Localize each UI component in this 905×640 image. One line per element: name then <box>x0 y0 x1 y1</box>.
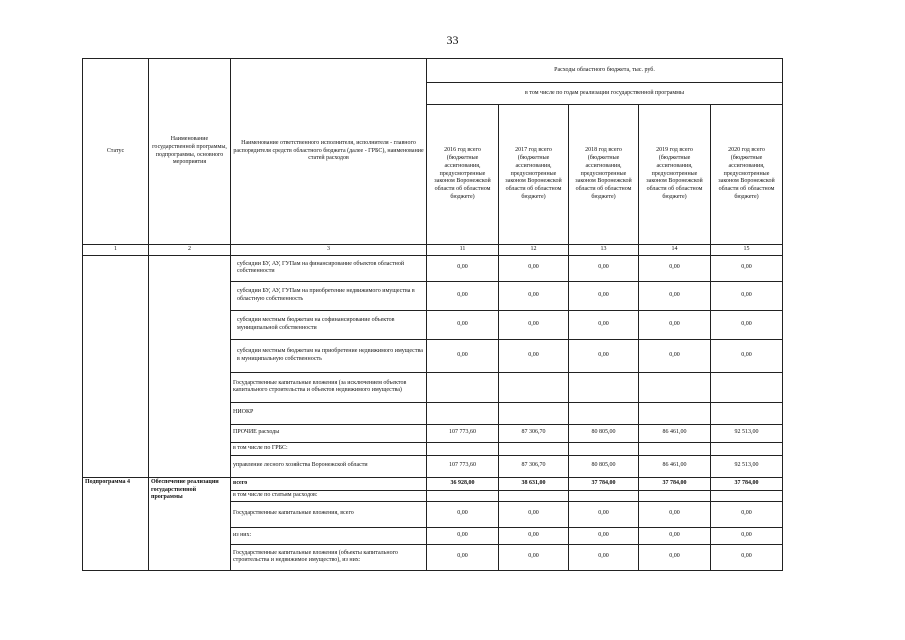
value-cell: 0,00 <box>499 339 569 372</box>
value-cell: 0,00 <box>427 501 499 527</box>
value-cell <box>427 402 499 424</box>
value-cell: 0,00 <box>639 255 711 281</box>
value-cell: 0,00 <box>639 339 711 372</box>
header-year-2017: 2017 год всего (бюджетные ассигнования, предусмотренные законом Воронежской области об областном бюджете) <box>499 105 569 245</box>
col-number: 1 <box>83 245 149 256</box>
col-number: 2 <box>149 245 231 256</box>
value-cell <box>569 372 639 402</box>
value-cell: 0,00 <box>427 281 499 310</box>
value-cell: 0,00 <box>711 501 783 527</box>
value-cell: 87 306,70 <box>499 424 569 442</box>
column-number-row <box>83 245 783 256</box>
value-cell: 0,00 <box>711 339 783 372</box>
value-cell <box>569 402 639 424</box>
program-name-cell <box>149 255 231 477</box>
value-cell: 107 773,60 <box>427 455 499 477</box>
status-cell <box>83 255 149 477</box>
value-cell <box>499 442 569 455</box>
header-year-2018: 2018 год всего (бюджетные ассигнования, предусмотренные законом Воронежской области об областном бюджете) <box>569 105 639 245</box>
row-label: в том числе по ГРБС: <box>231 442 427 455</box>
value-cell: 0,00 <box>499 281 569 310</box>
value-cell: 0,00 <box>499 255 569 281</box>
row-label: в том числе по статьям расходов: <box>231 490 427 501</box>
col-number: 12 <box>499 245 569 256</box>
value-cell: 0,00 <box>711 255 783 281</box>
value-cell: 0,00 <box>427 339 499 372</box>
value-cell: 0,00 <box>711 310 783 339</box>
col-number: 3 <box>231 245 427 256</box>
header-year-2019: 2019 год всего (бюджетные ассигнования, предусмотренные законом Воронежской области об областном бюджете) <box>639 105 711 245</box>
value-cell: 80 805,00 <box>569 455 639 477</box>
value-cell <box>499 402 569 424</box>
table-row <box>83 477 783 490</box>
value-cell: 0,00 <box>711 527 783 544</box>
value-cell: 87 306,70 <box>499 455 569 477</box>
value-cell <box>499 490 569 501</box>
row-label: субсидии местным бюджетам на приобретение недвижимого имущества в муниципальную собственность <box>231 339 427 372</box>
value-cell: 0,00 <box>569 281 639 310</box>
value-cell: 0,00 <box>711 281 783 310</box>
header-year-2016: 2016 год всего (бюджетные ассигнования, предусмотренные законом Воронежской области об областном бюджете) <box>427 105 499 245</box>
value-cell: 0,00 <box>711 544 783 570</box>
value-cell: 0,00 <box>427 544 499 570</box>
value-cell: 0,00 <box>569 501 639 527</box>
header-status: Статус <box>83 59 149 245</box>
value-cell <box>427 442 499 455</box>
value-cell <box>639 402 711 424</box>
row-label: субсидии БУ, АУ, ГУПам на приобретение недвижимого имущества в областную собственность <box>231 281 427 310</box>
value-cell: 37 784,00 <box>639 477 711 490</box>
header-executor: Наименование ответственного исполнителя, исполнителя - главного распорядителя средств областного бюджета (далее - ГРБС), наименование статей расходов <box>231 59 427 245</box>
value-cell: 0,00 <box>569 339 639 372</box>
value-cell: 37 784,00 <box>569 477 639 490</box>
value-cell: 0,00 <box>499 310 569 339</box>
value-cell <box>427 372 499 402</box>
value-cell <box>711 490 783 501</box>
value-cell <box>711 442 783 455</box>
value-cell: 0,00 <box>569 310 639 339</box>
value-cell <box>639 372 711 402</box>
col-number: 14 <box>639 245 711 256</box>
row-label: субсидии местным бюджетам на софинансирование объектов муниципальной собственности <box>231 310 427 339</box>
row-label: Государственные капитальные вложения, всего <box>231 501 427 527</box>
value-cell: 0,00 <box>499 501 569 527</box>
value-cell <box>639 490 711 501</box>
header-budget-title: Расходы областного бюджета, тыс. руб. <box>427 59 783 83</box>
value-cell: 86 461,00 <box>639 424 711 442</box>
row-label: из них: <box>231 527 427 544</box>
col-number: 11 <box>427 245 499 256</box>
value-cell: 0,00 <box>499 527 569 544</box>
value-cell: 92 513,00 <box>711 424 783 442</box>
value-cell: 0,00 <box>499 544 569 570</box>
row-label: Государственные капитальные вложения (за исключением объектов капитального строительства и объектов недвижимого имущества) <box>231 372 427 402</box>
col-number: 15 <box>711 245 783 256</box>
row-label: Государственные капитальные вложения (объекты капитального строительства и недвижимое имущество), из них: <box>231 544 427 570</box>
value-cell: 0,00 <box>639 544 711 570</box>
value-cell: 0,00 <box>639 310 711 339</box>
value-cell: 38 631,00 <box>499 477 569 490</box>
subprogram-status: Подпрограмма 4 <box>83 477 149 570</box>
col-number: 13 <box>569 245 639 256</box>
value-cell: 92 513,00 <box>711 455 783 477</box>
row-label: НИОКР <box>231 402 427 424</box>
value-cell <box>639 442 711 455</box>
page-number: 33 <box>446 33 459 47</box>
value-cell: 0,00 <box>569 544 639 570</box>
row-label: субсидии БУ, АУ, ГУПам на финансирование объектов областной собственности <box>231 255 427 281</box>
value-cell: 0,00 <box>427 310 499 339</box>
value-cell <box>711 402 783 424</box>
value-cell: 36 928,00 <box>427 477 499 490</box>
value-cell <box>569 442 639 455</box>
row-label: управление лесного хозяйства Воронежской области <box>231 455 427 477</box>
value-cell: 37 784,00 <box>711 477 783 490</box>
value-cell: 86 461,00 <box>639 455 711 477</box>
value-cell: 0,00 <box>639 527 711 544</box>
table-row <box>83 255 783 281</box>
row-label: всего <box>231 477 427 490</box>
header-program-name: Наименование государственной программы, подпрограммы, основного мероприятия <box>149 59 231 245</box>
header-year-2020: 2020 год всего (бюджетные ассигнования, предусмотренные законом Воронежской области об областном бюджете) <box>711 105 783 245</box>
value-cell: 0,00 <box>427 255 499 281</box>
value-cell <box>427 490 499 501</box>
value-cell <box>569 490 639 501</box>
value-cell <box>711 372 783 402</box>
value-cell: 107 773,60 <box>427 424 499 442</box>
value-cell: 0,00 <box>569 527 639 544</box>
subprogram-name: Обеспечение реализации государственной программы <box>149 477 231 570</box>
budget-table <box>82 58 783 571</box>
header-by-years: в том числе по годам реализации государственной программы <box>427 83 783 105</box>
row-label: ПРОЧИЕ расходы <box>231 424 427 442</box>
value-cell: 0,00 <box>639 281 711 310</box>
value-cell: 0,00 <box>639 501 711 527</box>
value-cell <box>499 372 569 402</box>
value-cell: 80 805,00 <box>569 424 639 442</box>
value-cell: 0,00 <box>427 527 499 544</box>
value-cell: 0,00 <box>569 255 639 281</box>
